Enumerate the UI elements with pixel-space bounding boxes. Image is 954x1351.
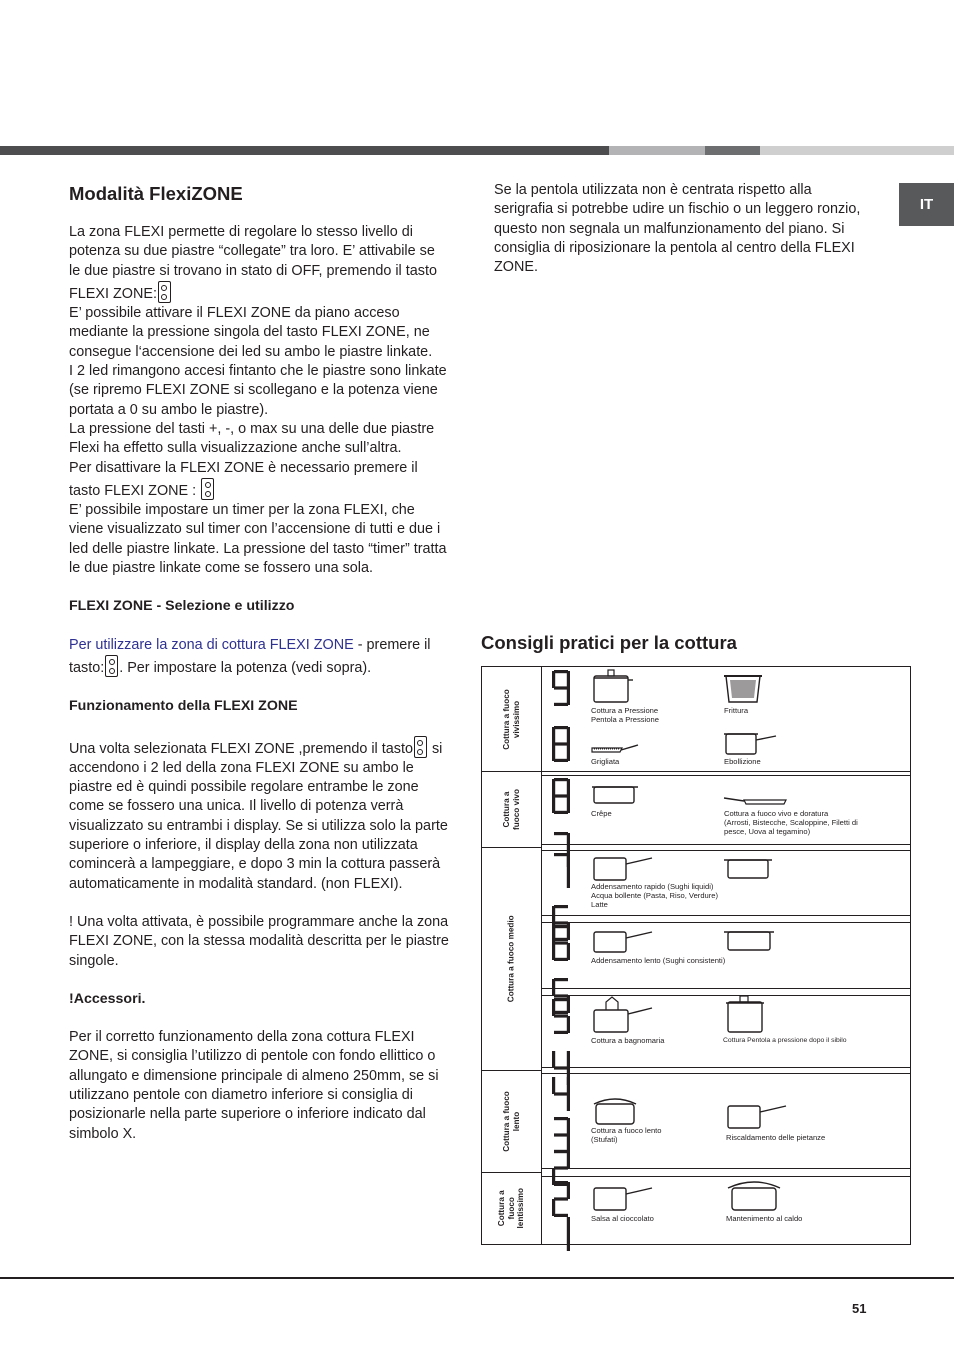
item-addensamento-lento: Addensamento lento (Sughi consistenti) (591, 956, 726, 965)
table-divider (541, 666, 542, 1245)
table-divider (541, 850, 911, 851)
item-frittura: Frittura (724, 706, 749, 715)
section-title-cooking-tips: Consigli pratici per la cottura (481, 632, 737, 653)
warming-pot-icon (726, 1178, 786, 1212)
table-divider (541, 1168, 911, 1169)
saucepan-handle-icon (592, 928, 654, 954)
small-saucepan-icon (592, 1184, 654, 1212)
shallow-pan-icon (592, 784, 640, 806)
table-divider (541, 775, 911, 776)
saucepan-icon (724, 728, 778, 758)
item-riscaldamento: Riscaldamento delle pietanze (726, 1133, 826, 1142)
table-divider (541, 844, 911, 845)
power-digit-9 (552, 670, 572, 710)
item-pressione: Cottura a Pressione Pentola a Pressione (591, 706, 659, 724)
power-digit-7 (552, 853, 572, 893)
flexi-zone-key-icon (414, 736, 427, 758)
saucepan-lid-icon (726, 1100, 788, 1130)
table-divider (541, 1073, 911, 1074)
power-digit-6 (552, 925, 572, 965)
power-digit-8 (552, 726, 572, 766)
power-digit-4 (552, 1076, 572, 1116)
group-label-vivo: Cottura a fuoco vivo (501, 789, 521, 830)
item-bagnomaria: Cottura a bagnomaria (591, 1036, 665, 1045)
footer-rule (0, 1277, 954, 1279)
stew-pot-icon (592, 1096, 644, 1126)
group-label-medio: Cottura a fuoco medio (506, 915, 516, 1003)
paragraph-operation-a: Una volta selezionata FLEXI ZONE ,premendo il tasto (69, 740, 413, 757)
grill-pan-icon (590, 742, 640, 756)
subheading-operation: Funzionamento della FLEXI ZONE (69, 698, 298, 715)
paragraph-usage-a: - premere il tasto: (69, 636, 431, 676)
paragraph-usage-b: . Per impostare la potenza (vedi sopra). (119, 659, 372, 676)
power-digit-1 (552, 1216, 572, 1256)
header-bar-dark (0, 146, 609, 155)
power-digit-2 (552, 1181, 572, 1221)
flexi-zone-key-icon (158, 281, 171, 303)
header-bar-light-end (760, 146, 954, 155)
table-divider (541, 1067, 911, 1068)
item-cioccolato: Salsa al cioccolato (591, 1214, 654, 1223)
header-bar-mid (705, 146, 760, 155)
table-divider (541, 915, 911, 916)
power-digit-8 (552, 778, 572, 818)
table-divider (541, 1176, 911, 1177)
saucepan-handle-icon (592, 854, 654, 882)
table-divider (541, 771, 911, 772)
fryer-basket-icon (724, 672, 766, 706)
casserole-icon (724, 928, 778, 952)
frying-pan-icon (724, 796, 790, 806)
flexi-zone-key-icon (105, 655, 118, 677)
item-pentola-sibilo: Cottura Pentola a pressione dopo il sibilo (723, 1037, 847, 1044)
subheading-selection: FLEXI ZONE - Selezione e utilizzo (69, 598, 295, 615)
paragraph-usage-highlight: Per utilizzare la zona di cottura FLEXI ZONE (69, 636, 354, 653)
paragraph-activate: E’ possibile attivare il FLEXI ZONE da piano acceso mediante la pressione singola del tasto FLEXI ZONE, ne consegue l‘accensione dei led su ambo le piastre linkate. (69, 305, 433, 360)
item-crepe: Crêpe (591, 809, 612, 818)
paragraph-intro: La zona FLEXI permette di regolare lo stesso livello di potenza su due piastre “collegate” tra loro. E’ attivabile se le due piastre si trovano in stato di OFF, premendo il tasto FLEXI ZONE: (69, 224, 437, 302)
flexi-zone-key-icon (201, 478, 214, 500)
header-bar-light (609, 146, 705, 155)
paragraph-programming: ! Una volta attivata, è possibile programmare anche la zona FLEXI ZONE, con la stessa modalità descritta per le piastre singole. (69, 913, 449, 969)
section-title-flexizone: Modalità FlexiZONE (69, 183, 243, 204)
item-addensamento-rapido: Addensamento rapido (Sughi liquidi) Acqua bollente (Pasta, Riso, Verdure) Latte (591, 882, 719, 909)
language-tab: IT (899, 183, 954, 226)
group-label-lento: Cottura a fuoco lento (502, 1091, 521, 1152)
paragraph-timer: E’ possibile impostare un timer per la zona FLEXI, che viene visualizzato sul timer con l’accensione di tutti e due i led delle piastre linkate. La pressione del tasto “timer” tratta le due piastre linkate come se fossero una sola. (69, 502, 447, 577)
item-grigliata: Grigliata (591, 757, 620, 766)
table-divider (541, 922, 911, 923)
flexizone-body (69, 223, 449, 1144)
item-mantenimento: Mantenimento al caldo (726, 1214, 803, 1223)
pressure-cooker-whistle-icon (724, 994, 772, 1034)
paragraph-operation-b: si accendono i 2 led della zona FLEXI ZONE su ambo le piastre ed è quindi possibile regolare entrambe le zone come se fossero una unica. Il livello di potenza verrà visualizzato su entrambi i display. Se si utilizza solo la parte superiore o inferiore, il display della zona non utilizzata comincerà a lampeggiare, e dopo 3 min la cottura passerà automaticamente in modalità standard. (non FLEXI). (69, 740, 448, 892)
paragraph-leds: I 2 led rimangono accesi fintanto che le piastre sono linkate (se ripremo FLEXI ZONE si scollegano e la potenza viene portata a 0 su ambo le piastre). (69, 363, 447, 418)
group-label-lentissimo: Cottura a fuoco lentissimo (497, 1188, 526, 1229)
page-number: 51 (852, 1301, 867, 1316)
item-fuoco-vivo: Cottura a fuoco vivo e doratura (Arrosti, Bistecche, Scaloppine, Filetti di pesce, Uova al tegamino) (724, 809, 858, 836)
item-fuoco-lento: Cottura a fuoco lento (Stufati) (591, 1126, 662, 1144)
casserole-icon (724, 856, 776, 880)
item-ebollizione: Ebollizione (724, 757, 761, 766)
paragraph-centering: Se la pentola utilizzata non è centrata rispetto alla serigrafia si potrebbe udire un fischio o un leggero ronzio, questo non segnala un malfunzionamento del piano. Si consiglia di riposizionare la pentola al centro della FLEXI ZONE. (494, 182, 861, 276)
pressure-cooker-icon (592, 666, 634, 706)
paragraph-deactivate: Per disattivare la FLEXI ZONE è necessario premere il tasto FLEXI ZONE : (69, 459, 418, 499)
subheading-accessories: !Accessori. (69, 990, 146, 1007)
paragraph-accessories: Per il corretto funzionamento della zona cottura FLEXI ZONE, si consiglia l’utilizzo di pentole con fondo ellittico o allungato e dimensione principale di almeno 250mm, se si utilizzano pentole con diametro inferiore si consiglia di posizionarle nella parte superiore o inferiore indicato dal simbolo X. (69, 1029, 439, 1142)
bain-marie-icon (592, 996, 654, 1034)
power-digit-5 (552, 998, 572, 1038)
group-label-vivissimo: Cottura a fuoco vivissimo (502, 688, 521, 750)
table-divider (541, 988, 911, 989)
paragraph-keys: La pressione del tasti +, -, o max su una delle due piastre Flexi ha effetto sulla visualizzazione anche sull’altra. (69, 420, 435, 457)
